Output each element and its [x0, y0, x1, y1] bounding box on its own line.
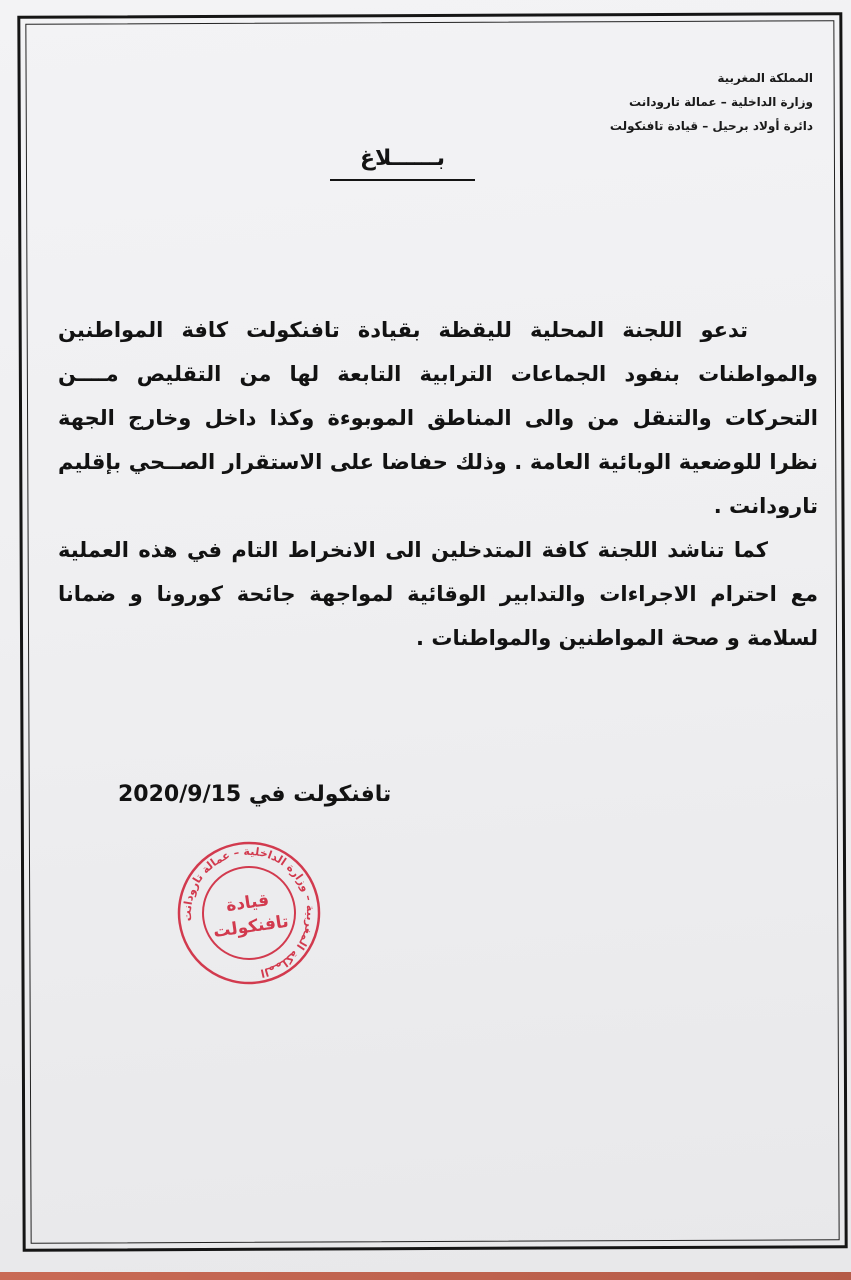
- stamp-ring-text: المملكة المغربية – وزارة الداخلية – عمالة تارودانت: [180, 844, 318, 980]
- table-surface: [0, 1272, 851, 1280]
- announcement-body: [58, 308, 818, 660]
- letterhead: [610, 66, 813, 138]
- stamp-center-line1: قيادة: [224, 890, 271, 917]
- letterhead-district: دائرة أولاد برحيل – قيادة تافنكولت: [609, 119, 813, 133]
- letterhead-kingdom: المملكة المغربية: [717, 71, 813, 85]
- paragraph-appeal-to-stakeholders: كما تناشد اللجنة كافة المتدخلين الى الانخراط التام في هذه العملية مع احترام الاجراءات والتدابير الوقائية لمواجهة جائحة كورونا و ضمانا لسلامة و صحة المواطنين والمواطنات .: [58, 538, 818, 650]
- stamp-center-line2: تافنكولت: [212, 911, 290, 943]
- letterhead-ministry: وزارة الداخلية – عمالة تارودانت: [629, 95, 813, 109]
- title-underline: [330, 179, 475, 181]
- paragraph-call-to-citizens: تدعو اللجنة المحلية لليقظة بقيادة تافنكولت كافة المواطنين والمواطنات بنفود الجماعات الترابية التابعة لها من التقليص مــــن التحركات والتنقل من والى المناطق الموبوءة وكذا داخل وخارج الجهة نظرا للوضعية الوبائية العامة . وذلك حفاضا على الاستقرار الصــحي بإقليم تارودانت .: [58, 318, 818, 518]
- place-and-date: تافنكولت في 2020/9/15: [118, 782, 392, 807]
- official-stamp: [167, 831, 332, 996]
- document-title: بــــــلاغ: [359, 146, 446, 171]
